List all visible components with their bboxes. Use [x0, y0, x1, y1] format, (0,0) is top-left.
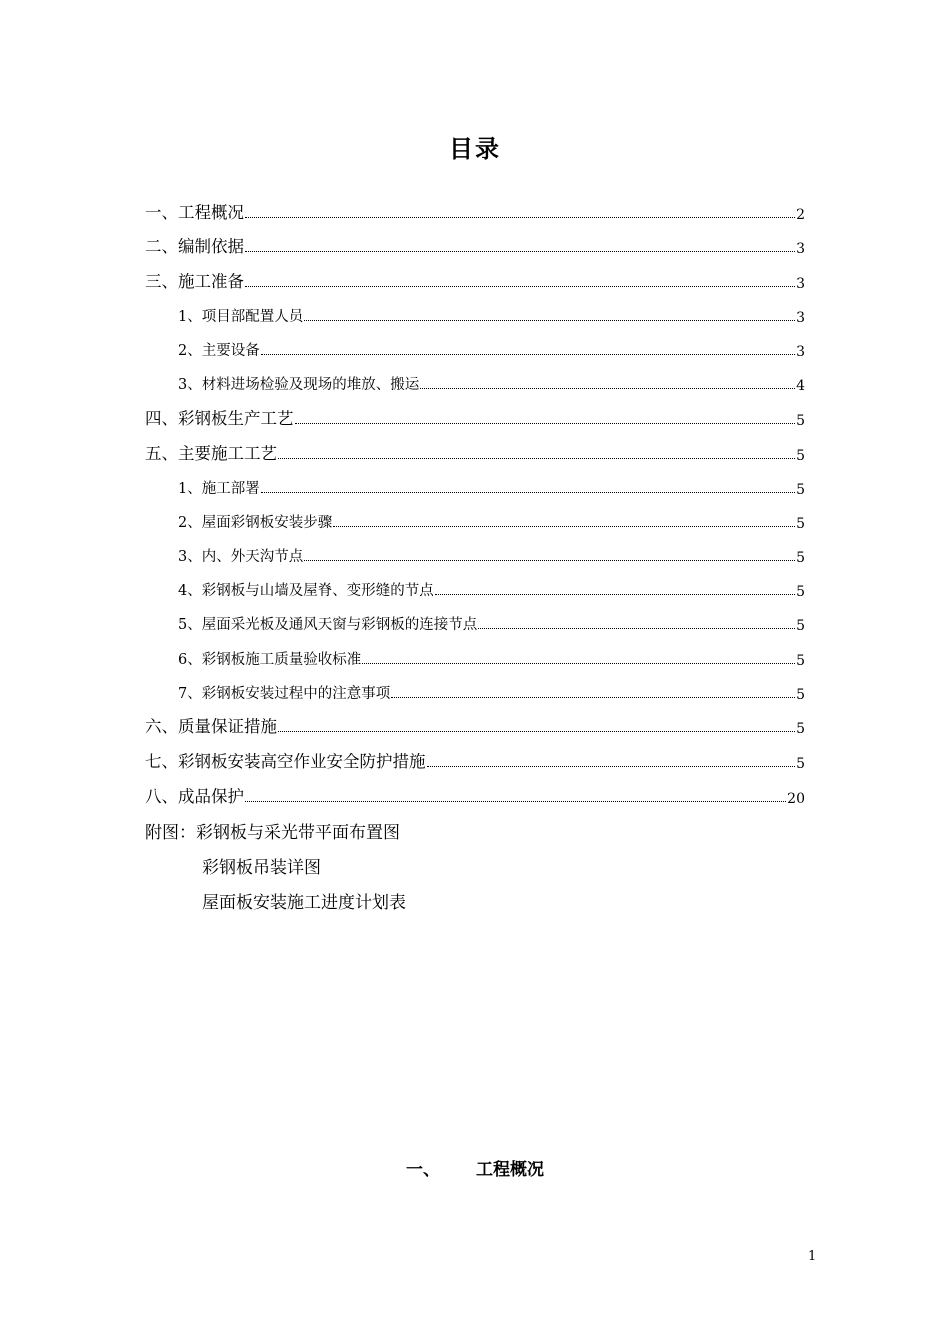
toc-dot-leader: [362, 663, 795, 664]
toc-entry-label: 6、彩钢板施工质量验收标准: [178, 651, 362, 668]
toc-entry-label: 八、成品保护: [145, 786, 244, 806]
toc-entry-page: 5: [796, 447, 805, 464]
toc-entry-label: 3、内、外天沟节点: [178, 549, 304, 566]
toc-entry-label: 四、彩钢板生产工艺: [145, 408, 294, 428]
section-title: 工程概况: [476, 1160, 544, 1180]
toc-entry-page: 5: [796, 652, 805, 669]
toc-dot-leader: [478, 628, 795, 629]
toc-dot-leader: [278, 731, 795, 732]
toc-entry-page: 5: [796, 686, 805, 703]
toc-entry-page: 3: [796, 275, 805, 292]
toc-entry[interactable]: [145, 606, 805, 640]
toc-entry[interactable]: [145, 298, 805, 332]
toc-entry-label: 2、主要设备: [178, 343, 260, 360]
appendix-line-1: 附图：彩钢板与采光带平面布置图: [145, 823, 400, 843]
toc-entry-page: 5: [796, 550, 805, 567]
toc-dot-leader: [391, 697, 795, 698]
toc-entry-label: 1、施工部署: [178, 480, 260, 497]
toc-entry[interactable]: [145, 504, 805, 538]
toc-entry[interactable]: [145, 194, 805, 229]
toc-entry-page: 3: [796, 309, 805, 326]
toc-entry[interactable]: [145, 400, 805, 435]
section-number: 一、: [406, 1160, 440, 1180]
toc-dot-leader: [420, 388, 795, 389]
toc-dot-leader: [295, 423, 796, 424]
toc-entry-page: 4: [796, 378, 805, 395]
toc-entry-page: 5: [796, 515, 805, 532]
toc-dot-leader: [245, 251, 795, 252]
toc-entry-label: 1、项目部配置人员: [178, 308, 304, 325]
toc-entry-page: 5: [796, 481, 805, 498]
toc-entry[interactable]: [145, 470, 805, 504]
toc-dot-leader: [304, 560, 795, 561]
toc-entry[interactable]: [145, 709, 805, 744]
toc-entry-page: 5: [796, 584, 805, 601]
appendix-list: [145, 816, 406, 921]
toc-dot-leader: [245, 286, 795, 287]
toc-entry[interactable]: [145, 435, 805, 470]
toc-entry[interactable]: [145, 332, 805, 366]
toc-entry-page: 20: [787, 790, 805, 807]
toc-entry[interactable]: [145, 572, 805, 606]
toc-entry-page: 3: [796, 241, 805, 258]
toc-entry[interactable]: [145, 640, 805, 674]
toc-entry-label: 4、彩钢板与山墙及屋脊、变形缝的节点: [178, 583, 434, 600]
toc-dot-leader: [245, 217, 795, 218]
toc-entry[interactable]: [145, 229, 805, 264]
toc-entry-label: 5、屋面采光板及通风天窗与彩钢板的连接节点: [178, 617, 478, 634]
toc-entry[interactable]: [145, 263, 805, 298]
toc-entry-label: 五、主要施工工艺: [145, 443, 277, 463]
toc-entry-label: 七、彩钢板安装高空作业安全防护措施: [145, 752, 426, 772]
toc-entry-label: 2、屋面彩钢板安装步骤: [178, 514, 333, 531]
toc-dot-leader: [261, 492, 795, 493]
toc-entry-label: 二、编制依据: [145, 237, 244, 257]
toc-entry[interactable]: [145, 366, 805, 400]
toc-entry[interactable]: [145, 743, 805, 778]
section-heading: [0, 1156, 950, 1184]
toc-dot-leader: [245, 801, 786, 802]
toc-entry-label: 7、彩钢板安装过程中的注意事项: [178, 685, 391, 702]
toc-dot-leader: [435, 594, 795, 595]
appendix-line-2: 彩钢板吊装详图: [202, 858, 321, 878]
toc-entry-label: 一、工程概况: [145, 202, 244, 222]
toc-entry-page: 3: [796, 344, 805, 361]
page-number: 1: [808, 1249, 817, 1264]
document-title: 目录: [449, 135, 501, 163]
toc-dot-leader: [304, 320, 795, 321]
appendix-line-3: 屋面板安装施工进度计划表: [202, 893, 406, 913]
toc-entry-page: 5: [796, 721, 805, 738]
toc-entry-page: 2: [796, 206, 805, 223]
toc-entry[interactable]: [145, 538, 805, 572]
toc-entry-label: 六、质量保证措施: [145, 717, 277, 737]
toc-entry-page: 5: [796, 412, 805, 429]
toc-entry[interactable]: [145, 778, 805, 813]
toc-entry-page: 5: [796, 618, 805, 635]
table-of-contents: [145, 194, 805, 813]
toc-entry-label: 三、施工准备: [145, 271, 244, 291]
toc-dot-leader: [261, 354, 795, 355]
toc-entry-page: 5: [796, 756, 805, 773]
toc-entry[interactable]: [145, 675, 805, 709]
toc-dot-leader: [278, 458, 795, 459]
toc-dot-leader: [427, 766, 796, 767]
toc-entry-label: 3、材料进场检验及现场的堆放、搬运: [178, 377, 420, 394]
toc-dot-leader: [333, 526, 795, 527]
